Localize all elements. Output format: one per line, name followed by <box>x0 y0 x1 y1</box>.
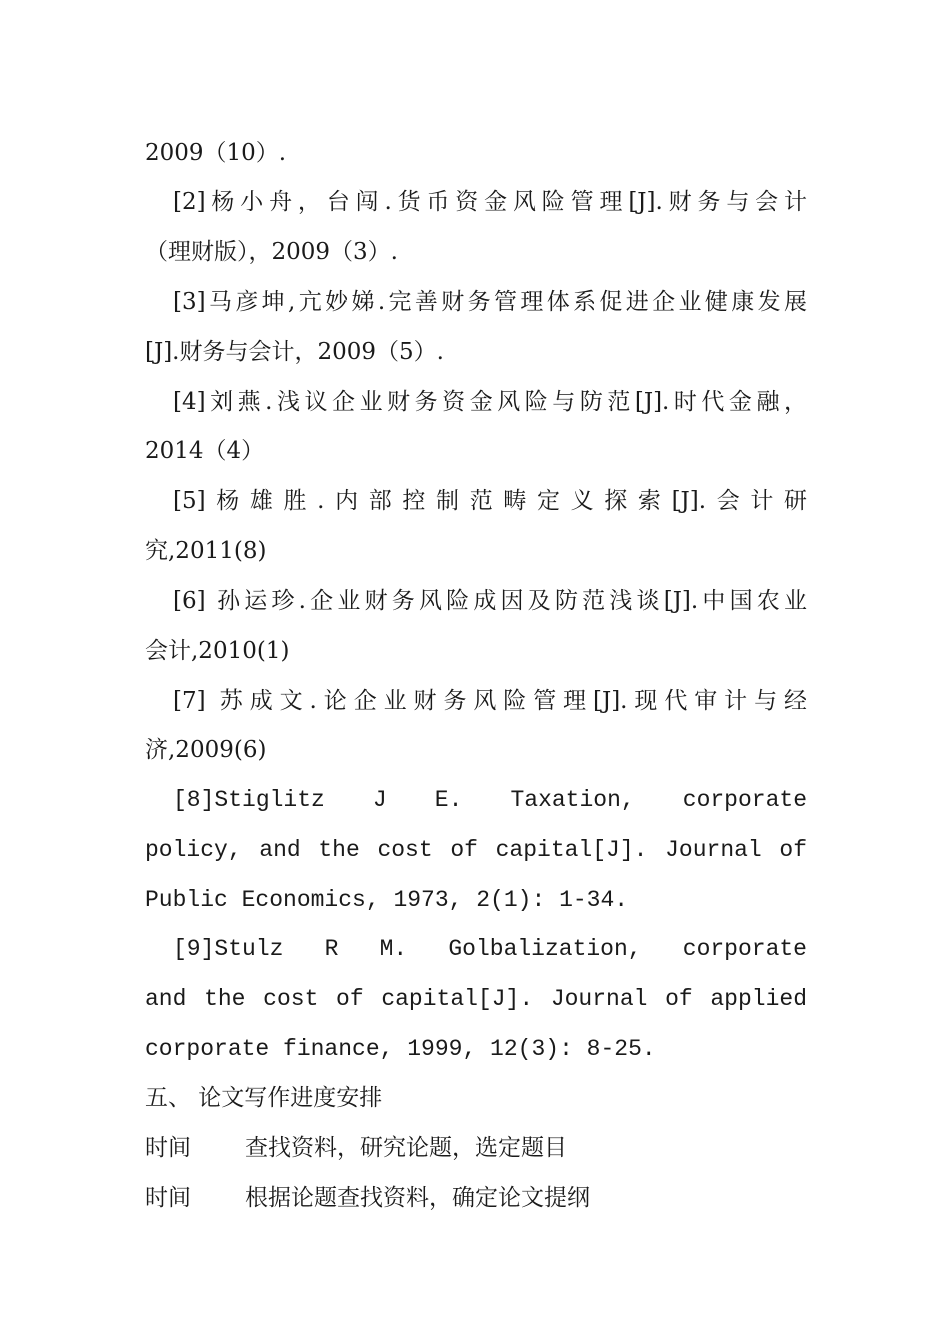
ref-5-line-2: 究,2011(8) <box>145 538 267 564</box>
ref-8-line-2: policy, and the cost of capital[J]. Journal of <box>145 837 807 863</box>
ref-3-line-1: [3]马彦坤,亢妙娣.完善财务管理体系促进企业健康发展 <box>173 289 807 315</box>
ref-2-line-2: （理财版），2009（3）. <box>145 239 398 265</box>
ref-6-line-1: [6] 孙运珍.企业财务风险成因及防范浅谈[J].中国农业 <box>173 588 807 614</box>
ref-1-continuation: 2009（10）. <box>145 140 287 166</box>
ref-6-line-2: 会计,2010(1) <box>145 638 290 664</box>
ref-9-line-2: and the cost of capital[J]. Journal of applied <box>145 986 807 1012</box>
ref-5-line-1: [5]杨雄胜.内部控制范畴定义探索[J].会计研 <box>173 488 807 514</box>
ref-4-line-2: 2014（4） <box>145 438 265 464</box>
ref-4-line-1: [4]刘燕.浅议企业财务资金风险与防范[J].时代金融， <box>173 389 807 415</box>
ref-3-line-2: [J].财务与会计，2009（5）. <box>145 339 444 365</box>
schedule-row-1-label: 时间 <box>145 1135 191 1161</box>
schedule-row-1 <box>145 1131 807 1165</box>
ref-7-line-1: [7] 苏成文.论企业财务风险管理[J].现代审计与经 <box>173 688 807 714</box>
ref-9-line-1: [9]Stulz R M. Golbalization, corporate <box>173 936 807 962</box>
ref-9-line-3: corporate finance, 1999, 12(3): 8-25. <box>145 1036 656 1062</box>
schedule-row-2 <box>145 1181 807 1215</box>
schedule-row-1-task: 查找资料，研究论题，选定题目 <box>245 1135 567 1161</box>
ref-8-line-1: [8]Stiglitz J E. Taxation, corporate <box>173 787 807 813</box>
ref-7-line-2: 济,2009(6) <box>145 737 267 763</box>
schedule-row-2-label: 时间 <box>145 1185 191 1211</box>
ref-2-line-1: [2]杨小舟，台闯.货币资金风险管理[J].财务与会计 <box>173 189 807 215</box>
ref-8-line-3: Public Economics, 1973, 2(1): 1-34. <box>145 887 629 913</box>
schedule-row-2-task: 根据论题查找资料，确定论文提纲 <box>245 1185 590 1211</box>
section-heading: 五、 论文写作进度安排 <box>145 1085 383 1111</box>
